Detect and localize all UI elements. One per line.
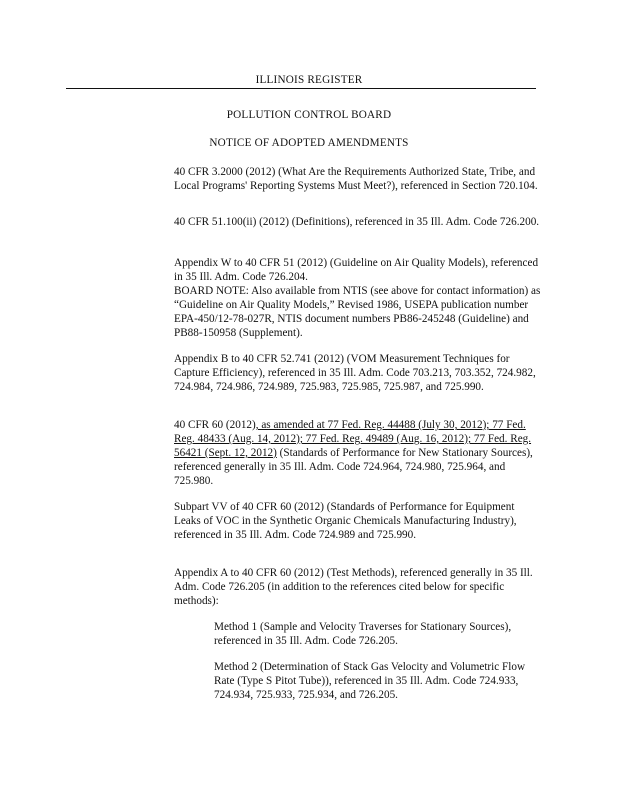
notice-title: NOTICE OF ADOPTED AMENDMENTS <box>209 137 409 149</box>
paragraph-appendix-w <box>174 256 542 340</box>
paragraph-cfr-51-100: 40 CFR 51.100(ii) (2012) (Definitions), referenced in 35 Ill. Adm. Code 726.200. <box>174 216 540 228</box>
paragraph-subpart-vv: Subpart VV of 40 CFR 60 (2012) (Standards of Performance for Equipment Leaks of VOC in the Synthetic Organic Chemicals Manufacturing Industry), referenced in 35 Ill. Adm. Code 724.989 and 725.990. <box>174 501 517 541</box>
agency-name: POLLUTION CONTROL BOARD <box>226 109 392 121</box>
cfr-60-amendments: , as amended at 77 Fed. Reg. 44488 (July 30, 2012); 77 Fed. Reg. 48433 (Aug. 14, 2012); 77 Fed. Reg. 49489 (Aug. 16, 2012); 77 Fed. Reg. 56421 (Sept. 12, 2012) <box>174 419 532 459</box>
register-title: ILLINOIS REGISTER <box>255 74 363 86</box>
cfr-60-citation: 40 CFR 60 (2012) <box>174 419 256 431</box>
paragraph-method-1: Method 1 (Sample and Velocity Traverses for Stationary Sources), referenced in 35 Ill. Adm. Code 726.205. <box>214 621 512 647</box>
board-note: BOARD NOTE: Also available from NTIS (see above for contact information) as “Guideline on Air Quality Models,” Revised 1986, USEPA publication number EPA-450/12-78-027R, NTIS document numbers PB86-245248 (Guideline) and PB88-150958 (Supplement). <box>174 285 541 339</box>
paragraph-method-2: Method 2 (Determination of Stack Gas Velocity and Volumetric Flow Rate (Type S Pitot Tube)), referenced in 35 Ill. Adm. Code 724.933, 724.934, 725.933, 725.934, and 726.205. <box>214 661 526 701</box>
paragraph-cfr-3-2000: 40 CFR 3.2000 (2012) (What Are the Requirements Authorized State, Tribe, and Local Programs' Reporting Systems Must Meet?), referenced in Section 720.104. <box>174 166 538 192</box>
header-rule <box>66 88 536 89</box>
register-header <box>0 73 618 87</box>
appendix-w-text: Appendix W to 40 CFR 51 (2012) (Guideline on Air Quality Models), referenced in 35 Ill. Adm. Code 726.204. <box>174 257 539 283</box>
paragraph-cfr-60 <box>174 418 542 488</box>
paragraph-appendix-a: Appendix A to 40 CFR 60 (2012) (Test Methods), referenced generally in 35 Ill. Adm. Code 726.205 (in addition to the references cited below for specific methods): <box>174 567 533 607</box>
cfr-60-description: (Standards of Performance for New Stationary Sources), referenced generally in 35 Ill. Adm. Code 724.964, 724.980, 725.964, and 725.980. <box>174 447 533 487</box>
paragraph-appendix-b: Appendix B to 40 CFR 52.741 (2012) (VOM Measurement Techniques for Capture Efficiency), referenced in 35 Ill. Adm. Code 703.213, 703.352, 724.982, 724.984, 724.986, 724.989, 725.983, 725.985, 725.987, and 725.990. <box>174 353 536 393</box>
